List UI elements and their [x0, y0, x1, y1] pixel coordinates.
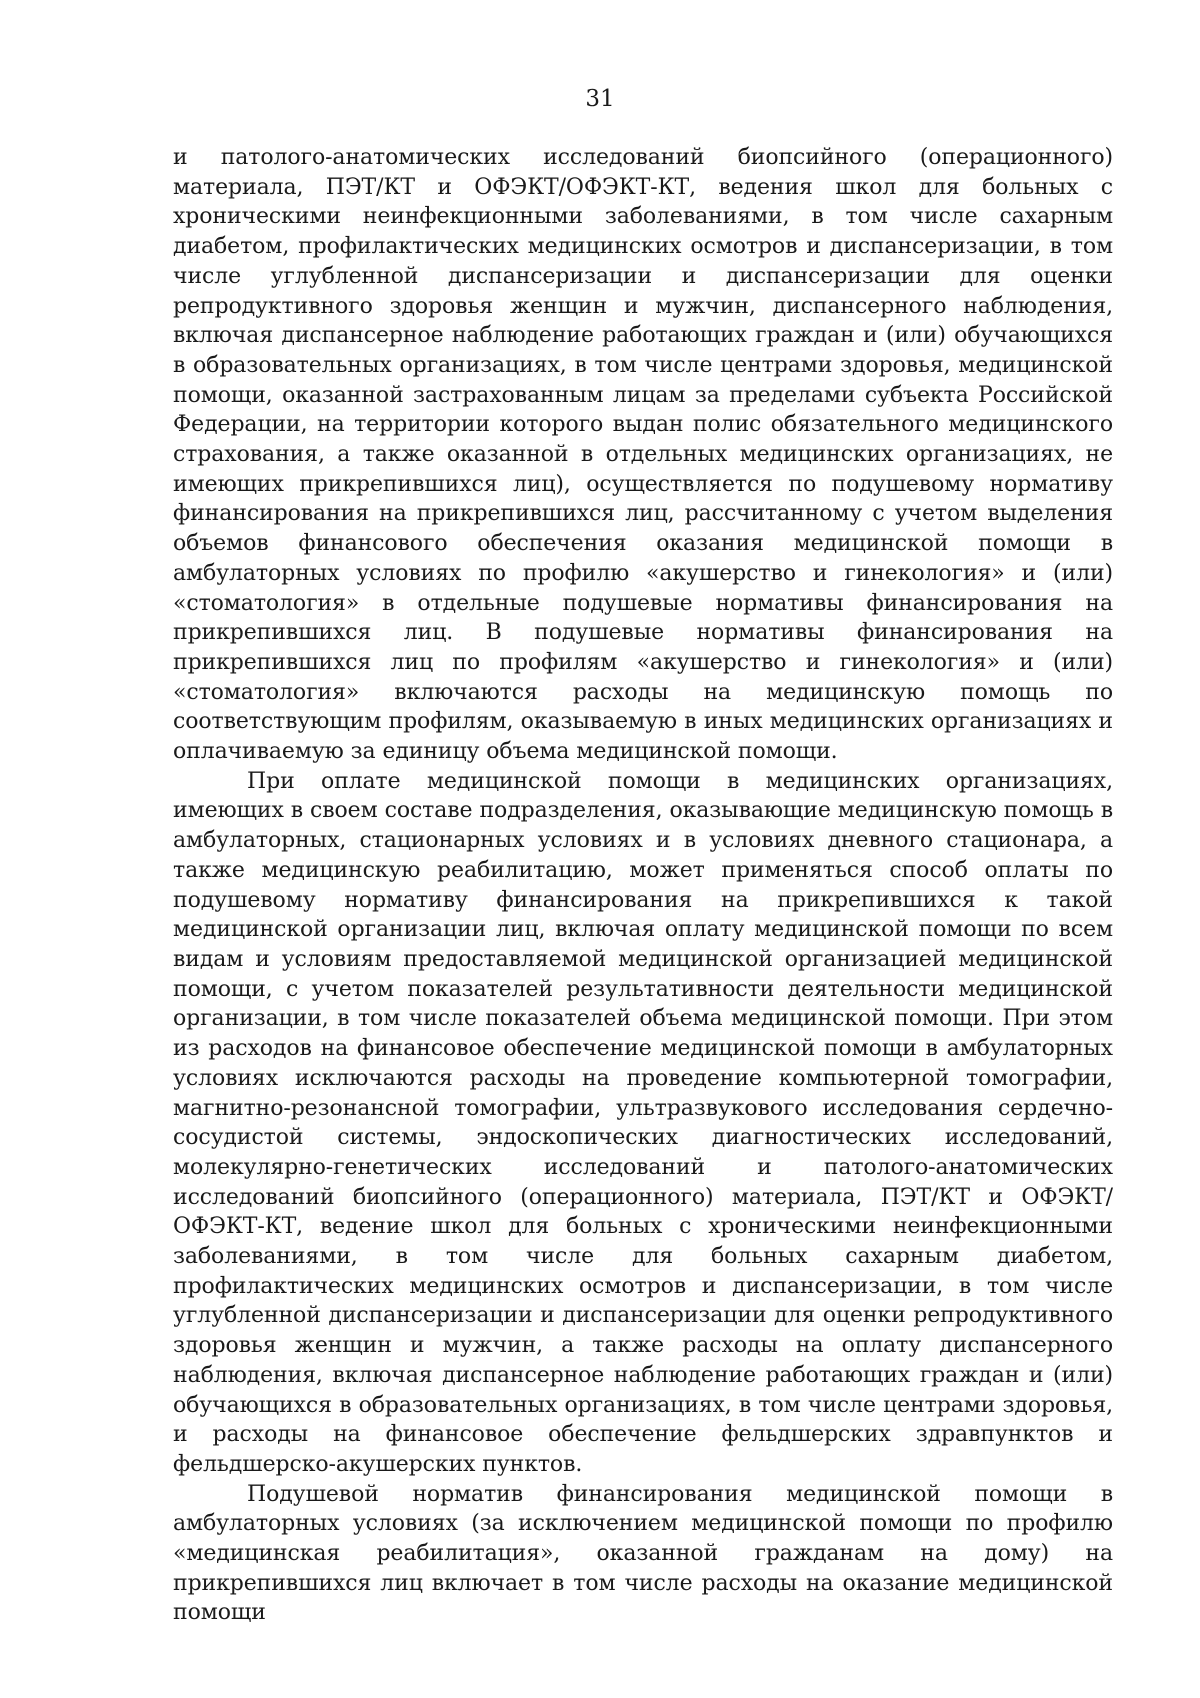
page-number: 31 — [585, 86, 615, 112]
paragraph-payment-methods: При оплате медицинской помощи в медицинских организациях, имеющих в своем составе подразделения, оказывающие медицинскую помощь в амбулаторных, стационарных условиях и в условиях дневного стационара, а также медицинскую реабилитацию, может применяться способ оплаты по подушевому нормативу финансирования на прикрепившихся к такой медицинской организации лиц, включая оплату медицинской помощи по всем видам и условиям предоставляемой медицинской организацией медицинской помощи, с учетом показателей результативности деятельности медицинской организации, в том числе показателей объема медицинской помощи. При этом из расходов на финансовое обеспечение медицинской помощи в амбулаторных условиях исключаются расходы на проведение компьютерной томографии, магнитно-резонансной томографии, ультразвукового исследования сердечно-сосудистой системы, эндоскопических диагностических исследований, молекулярно-генетических исследований и патолого-анатомических исследований биопсийного (операционного) материала, ПЭТ/КТ и ОФЭКТ/ОФЭКТ-КТ, ведение школ для больных с хроническими неинфекционными заболеваниями, в том числе для больных сахарным диабетом, профилактических медицинских осмотров и диспансеризации, в том числе углубленной диспансеризации и диспансеризации для оценки репродуктивного здоровья женщин и мужчин, а также расходы на оплату диспансерного наблюдения, включая диспансерное наблюдение работающих граждан и (или) обучающихся в образовательных организациях, в том числе центрами здоровья, и расходы на финансовое обеспечение фельдшерских здравпунктов и фельдшерско-акушерских пунктов. — [173, 768, 1113, 1477]
document-body — [173, 143, 1113, 1628]
paragraph-per-capita-norm: Подушевой норматив финансирования медицинской помощи в амбулаторных условиях (за исключением медицинской помощи по профилю «медицинская реабилитация», оказанной гражданам на дому) на прикрепившихся лиц включает в том числе расходы на оказание медицинской помощи — [173, 1481, 1113, 1626]
paragraph-continuation: и патолого-анатомических исследований биопсийного (операционного) материала, ПЭТ/КТ и ОФЭКТ/ОФЭКТ-КТ, ведения школ для больных с хроническими неинфекционными заболеваниями, в том числе сахарным диабетом, профилактических медицинских осмотров и диспансеризации, в том числе углубленной диспансеризации и диспансеризации для оценки репродуктивного здоровья женщин и мужчин, диспансерного наблюдения, включая диспансерное наблюдение работающих граждан и (или) обучающихся в образовательных организациях, в том числе центрами здоровья, медицинской помощи, оказанной застрахованным лицам за пределами субъекта Российской Федерации, на территории которого выдан полис обязательного медицинского страхования, а также оказанной в отдельных медицинских организациях, не имеющих прикрепившихся лиц), осуществляется по подушевому нормативу финансирования на прикрепившихся лиц, рассчитанному с учетом выделения объемов финансового обеспечения оказания медицинской помощи в амбулаторных условиях по профилю «акушерство и гинекология» и (или) «стоматология» в отдельные подушевые нормативы финансирования на прикрепившихся лиц. В подушевые нормативы финансирования на прикрепившихся лиц по профилям «акушерство и гинекология» и (или) «стоматология» включаются расходы на медицинскую помощь по соответствующим профилям, оказываемую в иных медицинских организациях и оплачиваемую за единицу объема медицинской помощи. — [173, 145, 1113, 765]
